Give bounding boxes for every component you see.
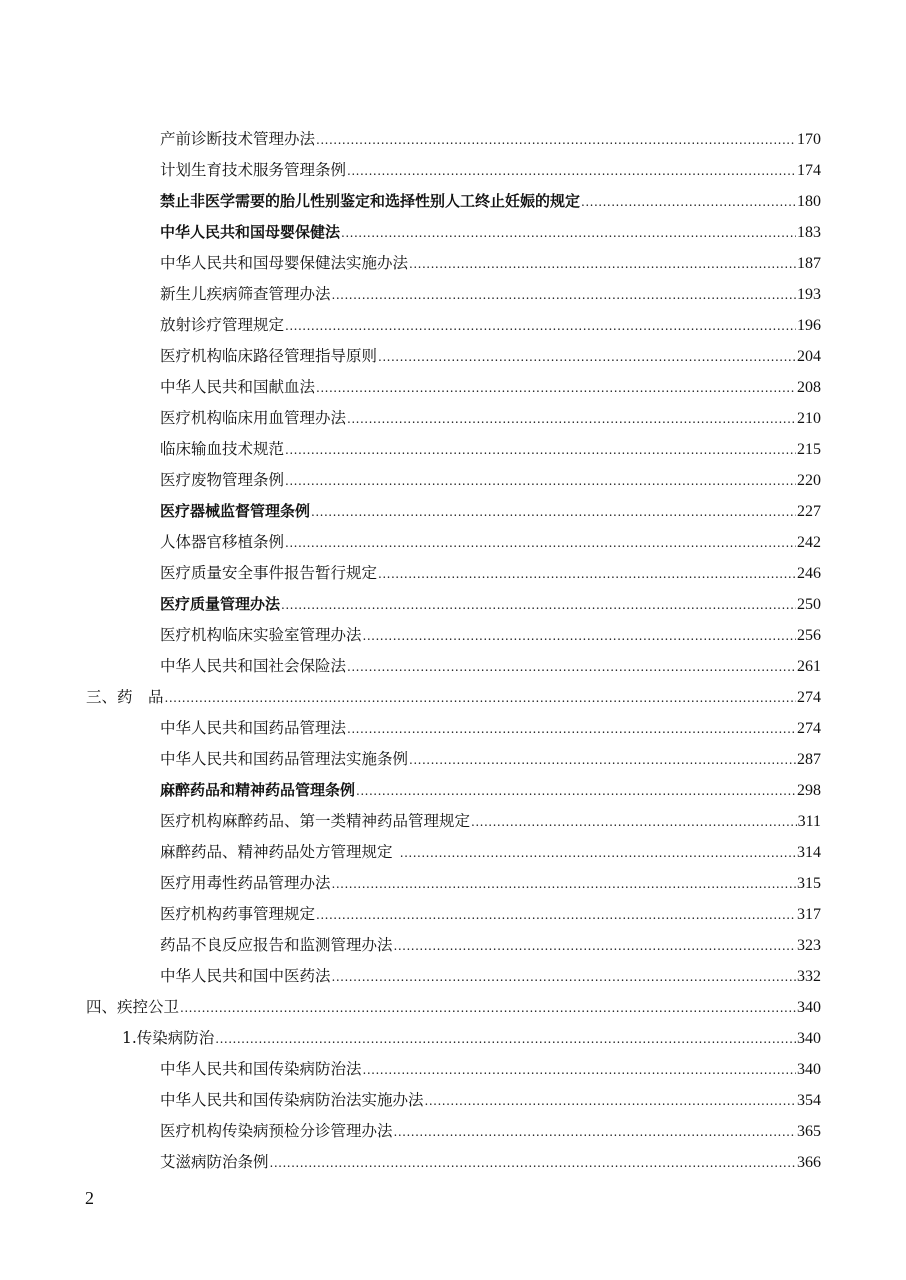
toc-entry [160, 837, 821, 868]
toc-entry-title: 艾滋病防治条例 [160, 1153, 269, 1171]
toc-entry-page: 180 [797, 193, 821, 210]
toc-entry-title: 麻醉药品和精神药品管理条例 [160, 781, 356, 799]
toc-entry [160, 1116, 821, 1147]
toc-entry-page: 287 [797, 751, 821, 768]
toc-dot-leader [425, 1086, 796, 1117]
toc-dot-leader [285, 528, 796, 559]
toc-dot-leader [409, 745, 796, 776]
toc-entry-page: 204 [797, 348, 821, 365]
toc-entry-page: 340 [797, 1030, 821, 1047]
toc-entry-title: 三、药 品 [86, 688, 164, 706]
toc-entry [160, 403, 821, 434]
toc-entry-page: 317 [797, 906, 821, 923]
toc-dot-leader [285, 466, 796, 497]
toc-entry [86, 682, 821, 713]
toc-dot-leader [347, 714, 796, 745]
toc-entry [160, 1054, 821, 1085]
toc-entry [160, 930, 821, 961]
toc-dot-leader [347, 156, 796, 187]
toc-entry-title: 医疗机构临床路径管理指导原则 [160, 347, 378, 365]
toc-entry-page: 250 [797, 596, 821, 613]
toc-entry-page: 332 [797, 968, 821, 985]
toc-entry-title: 医疗机构麻醉药品、第一类精神药品管理规定 [160, 812, 471, 830]
toc-dot-leader [285, 435, 796, 466]
toc-entry [86, 992, 821, 1023]
toc-entry-page: 215 [797, 441, 821, 458]
toc-entry [160, 465, 821, 496]
toc-entry [160, 310, 821, 341]
toc-dot-leader [378, 342, 796, 373]
toc-entry-page: 274 [797, 720, 821, 737]
toc-entry [160, 651, 821, 682]
toc-dot-leader [347, 404, 796, 435]
toc-entry-page: 193 [797, 286, 821, 303]
toc-entry-page: 354 [797, 1092, 821, 1109]
toc-dot-leader [270, 1148, 796, 1179]
toc-entry-page: 323 [797, 937, 821, 954]
toc-entry-page: 187 [797, 255, 821, 272]
toc-entry-title: 医疗用毒性药品管理办法 [160, 874, 331, 892]
toc-dot-leader [356, 776, 796, 807]
toc-entry-title: 麻醉药品、精神药品处方管理规定 [160, 843, 393, 861]
toc-entry-title: 新生儿疾病筛查管理办法 [160, 285, 331, 303]
toc-dot-leader [332, 280, 796, 311]
toc-entry-title: 医疗机构药事管理规定 [160, 905, 316, 923]
toc-dot-leader [363, 621, 796, 652]
toc-entry-page: 170 [797, 131, 821, 148]
toc-dot-leader [347, 652, 796, 683]
toc-dot-leader [316, 900, 796, 931]
toc-entry-page: 366 [797, 1154, 821, 1171]
toc-entry-title: 医疗机构临床用血管理办法 [160, 409, 347, 427]
toc-entry [160, 186, 821, 217]
toc-dot-leader [180, 993, 796, 1024]
toc-dot-leader [311, 497, 796, 528]
toc-entry-title: 药品不良反应报告和监测管理办法 [160, 936, 393, 954]
toc-dot-leader [363, 1055, 796, 1086]
toc-entry [160, 279, 821, 310]
toc-entry-title: 中华人民共和国中医药法 [160, 967, 331, 985]
toc-entry-title: 医疗废物管理条例 [160, 471, 285, 489]
toc-entry-title: 医疗质量安全事件报告暂行规定 [160, 564, 378, 582]
toc-entry-title: 中华人民共和国药品管理法 [160, 719, 347, 737]
toc-dot-leader [316, 373, 796, 404]
toc-entry-page: 315 [797, 875, 821, 892]
toc-dot-leader [281, 590, 796, 621]
toc-entry-title: 中华人民共和国献血法 [160, 378, 316, 396]
toc-entry-page: 274 [797, 689, 821, 706]
toc-dot-leader [471, 807, 797, 838]
toc-entry-page: 261 [797, 658, 821, 675]
toc-entry [160, 868, 821, 899]
toc-dot-leader [285, 311, 796, 342]
toc-entry-page: 196 [797, 317, 821, 334]
toc-dot-leader [332, 962, 796, 993]
toc-dot-leader [378, 559, 796, 590]
toc-dot-leader [394, 1117, 796, 1148]
toc-entry-title: 医疗器械监督管理条例 [160, 502, 311, 520]
toc-entry [160, 155, 821, 186]
toc-entry [160, 341, 821, 372]
toc-dot-leader [341, 218, 796, 249]
toc-entry-title: 四、疾控公卫 [86, 998, 180, 1016]
toc-entry-title: 计划生育技术服务管理条例 [160, 161, 347, 179]
toc-entry-title: 禁止非医学需要的胎儿性别鉴定和选择性别人工终止妊娠的规定 [160, 192, 581, 210]
toc-entry-page: 174 [797, 162, 821, 179]
toc-dot-leader [165, 683, 796, 714]
toc-entry-title: 医疗质量管理办法 [160, 595, 281, 613]
toc-entry-title: 人体器官移植条例 [160, 533, 285, 551]
toc-entry [160, 1085, 821, 1116]
toc-dot-leader [581, 187, 796, 218]
toc-entry [160, 124, 821, 155]
toc-entry [160, 434, 821, 465]
toc-entry-page: 246 [797, 565, 821, 582]
toc-entry-title: 放射诊疗管理规定 [160, 316, 285, 334]
toc-entry [122, 1023, 821, 1054]
toc-dot-leader [332, 869, 796, 900]
toc-entry-title: 医疗机构传染病预检分诊管理办法 [160, 1122, 393, 1140]
toc-entry-title: 中华人民共和国药品管理法实施条例 [160, 750, 409, 768]
toc-entry-title: 产前诊断技术管理办法 [160, 130, 316, 148]
toc-dot-leader [215, 1024, 796, 1055]
toc-entry [160, 496, 821, 527]
toc-dot-leader [316, 125, 796, 156]
toc-entry-title: 医疗机构临床实验室管理办法 [160, 626, 362, 644]
toc-entry [160, 1147, 821, 1178]
toc-entry [160, 961, 821, 992]
toc-entry-page: 242 [797, 534, 821, 551]
toc-entry-title: 1.传染病防治 [122, 1029, 215, 1047]
toc-entry [160, 620, 821, 651]
toc-entry-title: 临床输血技术规范 [160, 440, 285, 458]
toc-entry [160, 713, 821, 744]
toc-dot-leader [409, 249, 796, 280]
toc-entry-page: 298 [797, 782, 821, 799]
toc-entry [160, 899, 821, 930]
toc-entry-page: 208 [797, 379, 821, 396]
toc-entry-title: 中华人民共和国传染病防治法 [160, 1060, 362, 1078]
toc-entry [160, 806, 821, 837]
toc-entry-page: 227 [797, 503, 821, 520]
page-number: 2 [85, 1188, 94, 1208]
toc-entry-page: 220 [797, 472, 821, 489]
toc-entry [160, 744, 821, 775]
toc-entry-title: 中华人民共和国社会保险法 [160, 657, 347, 675]
toc-entry-page: 314 [797, 844, 821, 861]
toc-entry-page: 311 [797, 813, 821, 830]
toc-entry [160, 248, 821, 279]
toc-entry [160, 217, 821, 248]
toc-entry-page: 256 [797, 627, 821, 644]
toc-entry-title: 中华人民共和国传染病防治法实施办法 [160, 1091, 424, 1109]
toc-entry [160, 372, 821, 403]
toc-entry-page: 340 [797, 1061, 821, 1078]
toc-entry-page: 340 [797, 999, 821, 1016]
toc-entry [160, 775, 821, 806]
toc-entry-title: 中华人民共和国母婴保健法实施办法 [160, 254, 409, 272]
toc-dot-leader [394, 931, 796, 962]
toc-entry [160, 558, 821, 589]
toc-entry [160, 589, 821, 620]
toc-entry [160, 527, 821, 558]
toc-entry-page: 183 [797, 224, 821, 241]
toc-dot-leader [400, 838, 796, 869]
toc-entry-page: 365 [797, 1123, 821, 1140]
toc-entry-page: 210 [797, 410, 821, 427]
toc-entry-title: 中华人民共和国母婴保健法 [160, 223, 341, 241]
